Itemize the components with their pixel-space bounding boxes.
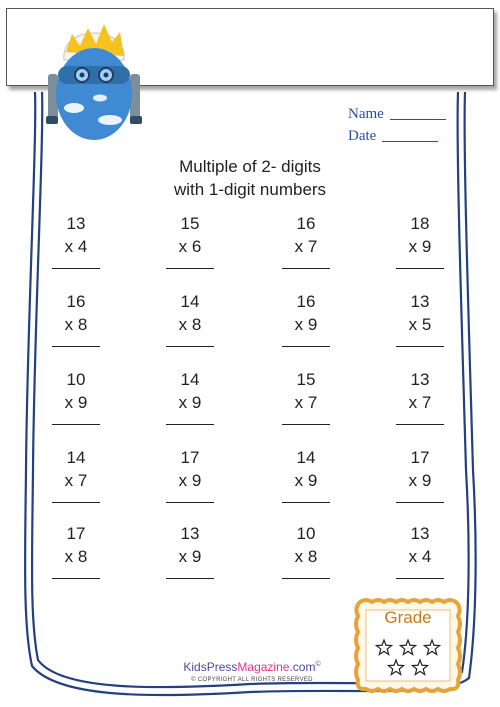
answer-line xyxy=(282,502,330,503)
answer-line xyxy=(52,268,100,269)
multiplier: x 9 xyxy=(408,237,432,256)
answer-line xyxy=(282,268,330,269)
title-line-1: Multiple of 2- digits xyxy=(179,157,321,176)
answer-line xyxy=(282,424,330,425)
multiplicand: 17 xyxy=(66,524,86,543)
problem-item xyxy=(392,290,448,347)
multiplier: x 7 xyxy=(64,471,88,490)
multiplicand: 10 xyxy=(66,370,86,389)
answer-line xyxy=(52,578,100,579)
answer-line xyxy=(282,346,330,347)
multiplier: x 8 xyxy=(294,547,318,566)
problem-item xyxy=(162,446,218,503)
answer-line xyxy=(396,268,444,269)
robot-mascot-icon xyxy=(44,12,144,140)
multiplier: x 8 xyxy=(178,315,202,334)
problem-item xyxy=(162,290,218,347)
worksheet-title xyxy=(120,155,380,201)
multiplier: x 9 xyxy=(294,315,318,334)
answer-line xyxy=(166,346,214,347)
multiplicand: 15 xyxy=(180,214,200,233)
problem-item xyxy=(48,522,104,579)
multiplicand: 14 xyxy=(180,292,200,311)
name-label: Name xyxy=(348,106,384,122)
name-blank xyxy=(390,119,446,120)
multiplier: x 9 xyxy=(178,547,202,566)
multiplier: x 7 xyxy=(408,393,432,412)
multiplicand: 15 xyxy=(296,370,316,389)
problem-item xyxy=(48,446,104,503)
multiplicand: 14 xyxy=(296,448,316,467)
problem-item xyxy=(162,522,218,579)
problem-item xyxy=(162,368,218,425)
multiplicand: 16 xyxy=(66,292,86,311)
date-field xyxy=(348,128,438,145)
answer-line xyxy=(166,424,214,425)
problem-item xyxy=(48,212,104,269)
problem-item xyxy=(392,212,448,269)
problem-item xyxy=(278,290,334,347)
answer-line xyxy=(52,502,100,503)
grade-label: Grade xyxy=(384,608,432,627)
multiplicand: 14 xyxy=(66,448,86,467)
problem-item xyxy=(392,522,448,579)
multiplicand: 17 xyxy=(410,448,430,467)
multiplier: x 7 xyxy=(294,237,318,256)
answer-line xyxy=(52,424,100,425)
answer-line xyxy=(166,502,214,503)
multiplier: x 8 xyxy=(64,547,88,566)
problem-item xyxy=(278,212,334,269)
multiplicand: 16 xyxy=(296,292,316,311)
multiplicand: 16 xyxy=(296,214,316,233)
multiplier: x 9 xyxy=(294,471,318,490)
multiplicand: 14 xyxy=(180,370,200,389)
problem-item xyxy=(278,446,334,503)
problem-item xyxy=(278,368,334,425)
problem-item xyxy=(278,522,334,579)
answer-line xyxy=(166,578,214,579)
multiplicand: 13 xyxy=(410,370,430,389)
answer-line xyxy=(396,578,444,579)
multiplier: x 9 xyxy=(408,471,432,490)
multiplier: x 9 xyxy=(64,393,88,412)
multiplier: x 4 xyxy=(64,237,88,256)
multiplicand: 10 xyxy=(296,524,316,543)
multiplier: x 4 xyxy=(408,547,432,566)
multiplicand: 13 xyxy=(410,524,430,543)
multiplicand: 13 xyxy=(180,524,200,543)
title-line-2: with 1-digit numbers xyxy=(173,180,327,199)
date-label: Date xyxy=(348,128,377,144)
multiplicand: 13 xyxy=(410,292,430,311)
problem-item xyxy=(48,290,104,347)
multiplier: x 5 xyxy=(408,315,432,334)
answer-line xyxy=(396,346,444,347)
multiplier: x 6 xyxy=(178,237,202,256)
multiplier: x 9 xyxy=(178,393,202,412)
date-blank xyxy=(382,141,438,142)
name-field xyxy=(348,106,446,123)
multiplier: x 8 xyxy=(64,315,88,334)
problem-item xyxy=(392,368,448,425)
multiplicand: 17 xyxy=(180,448,200,467)
answer-line xyxy=(166,268,214,269)
brand-logo: KidsPressMagazine.com© xyxy=(183,660,321,674)
answer-line xyxy=(396,502,444,503)
multiplier: x 7 xyxy=(294,393,318,412)
copyright-text: © COPYRIGHT ALL RIGHTS RESERVED xyxy=(191,677,313,683)
problem-item xyxy=(48,368,104,425)
multiplicand: 13 xyxy=(66,214,86,233)
answer-line xyxy=(282,578,330,579)
multiplicand: 18 xyxy=(410,214,430,233)
answer-line xyxy=(52,346,100,347)
problem-item xyxy=(392,446,448,503)
multiplier: x 9 xyxy=(178,471,202,490)
problem-item xyxy=(162,212,218,269)
answer-line xyxy=(396,424,444,425)
